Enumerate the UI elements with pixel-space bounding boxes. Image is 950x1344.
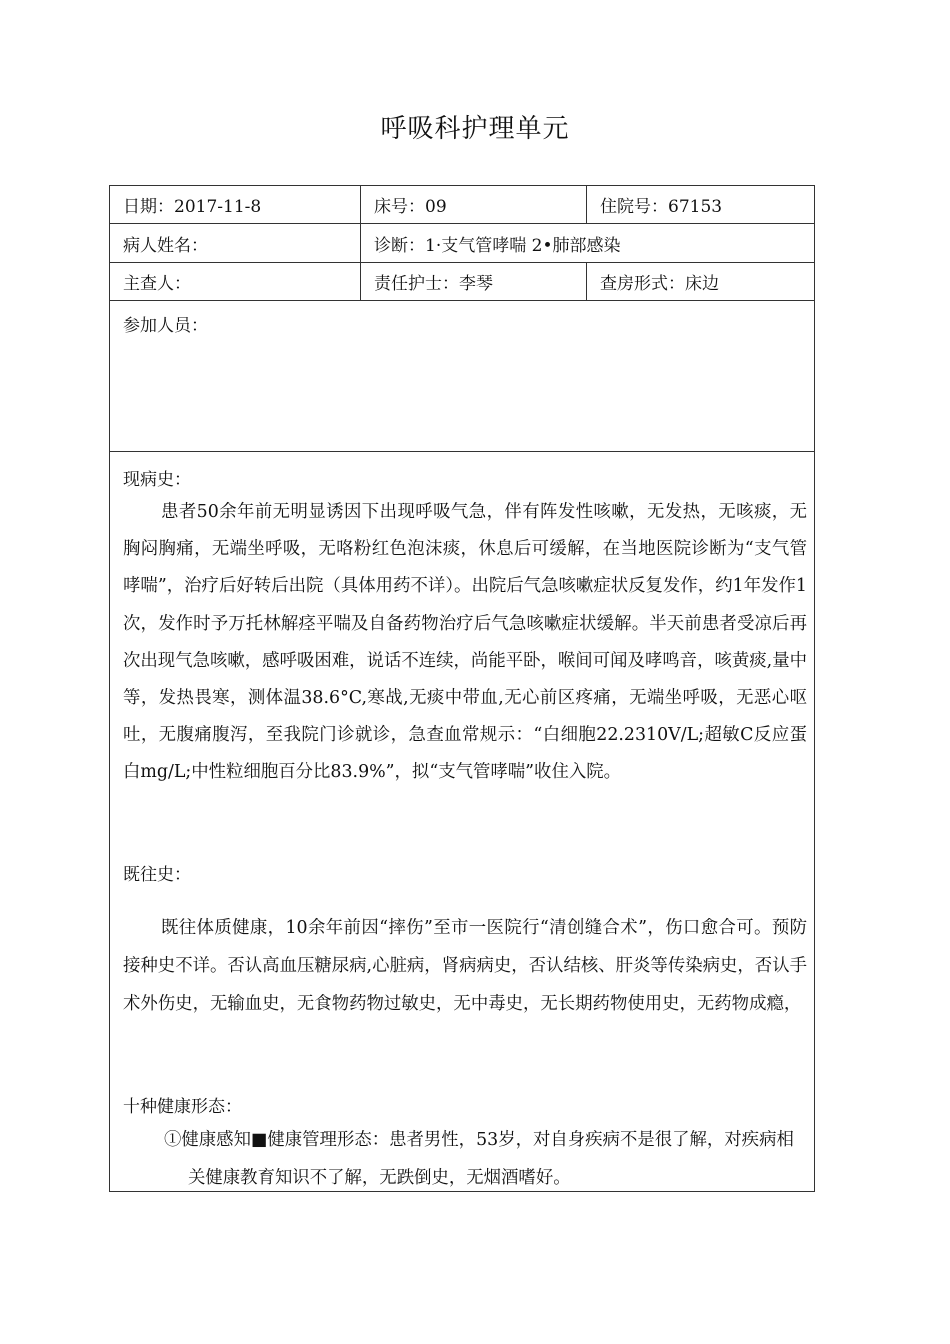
nursing-record-form — [109, 185, 815, 1192]
patient-name-cell: 病人姓名： — [110, 224, 361, 262]
diagnosis-cell: 诊断：1·支气管哮喘 2•肺部感染 — [374, 235, 621, 256]
bed-number-cell: 床号：09 — [361, 186, 587, 223]
health-patterns-label: 十种健康形态： — [123, 1097, 242, 1117]
nurse-cell: 责任护士：李琴 — [361, 263, 587, 300]
admission-number-cell: 住院号：67153 — [600, 197, 723, 217]
present-illness-label: 现病史： — [123, 470, 191, 490]
past-history-label: 既往史： — [123, 865, 191, 885]
date-cell: 日期：2017-11-8 — [110, 186, 361, 223]
health-pattern-item-1: ①健康感知■健康管理形态：患者男性，53岁，对自身疾病不是很了解，对疾病相关健康教育知识不了解，无跌倒史，无烟酒嗜好。 — [164, 1130, 794, 1188]
participants-section — [110, 301, 814, 452]
participants-label: 参加人员： — [123, 316, 208, 336]
row-date-bed-admission — [110, 186, 814, 224]
page-title: 呼吸科护理单元 — [380, 114, 570, 144]
row-host-nurse-round — [110, 263, 814, 301]
present-illness-text: 患者50余年前无明显诱因下出现呼吸气急，伴有阵发性咳嗽，无发热，无咳痰，无胸闷胸痛，无端坐呼吸，无咯粉红色泡沫痰，休息后可缓解，在当地医院诊断为“支气管哮喘”，治疗后好转后出院（具体用药不详）。出院后气急咳嗽症状反复发作，约1年发作1次，发作时予万托林解痉平喘及自备药物治疗后气急咳嗽症状缓解。半天前患者受凉后再次出现气急咳嗽，感呼吸困难，说话不连续，尚能平卧，喉间可闻及哮鸣音，咳黄痰,量中等，发热畏寒，测体温38.6°C,寒战,无痰中带血,无心前区疼痛，无端坐呼吸，无恶心呕吐，无腹痛腹泻，至我院门诊就诊，急查血常规示：“白细胞22.2310V/L;超敏C反应蛋白mg/L;中性粒细胞百分比83.9%”，拟“支气管哮喘”收住入院。 — [123, 502, 807, 783]
past-history-text: 既往体质健康，10余年前因“摔伤”至市一医院行“清创缝合术”，伤口愈合可。预防接种史不详。否认高血压糖尿病,心脏病，肾病病史，否认结核、肝炎等传染病史，否认手术外伤史，无输血史，无食物药物过敏史，无中毒史，无长期药物使用史，无药物成瘾， — [123, 918, 807, 1014]
host-cell: 主查人： — [110, 263, 361, 300]
round-type-cell: 查房形式：床边 — [600, 274, 719, 294]
row-patient-diagnosis — [110, 224, 814, 263]
